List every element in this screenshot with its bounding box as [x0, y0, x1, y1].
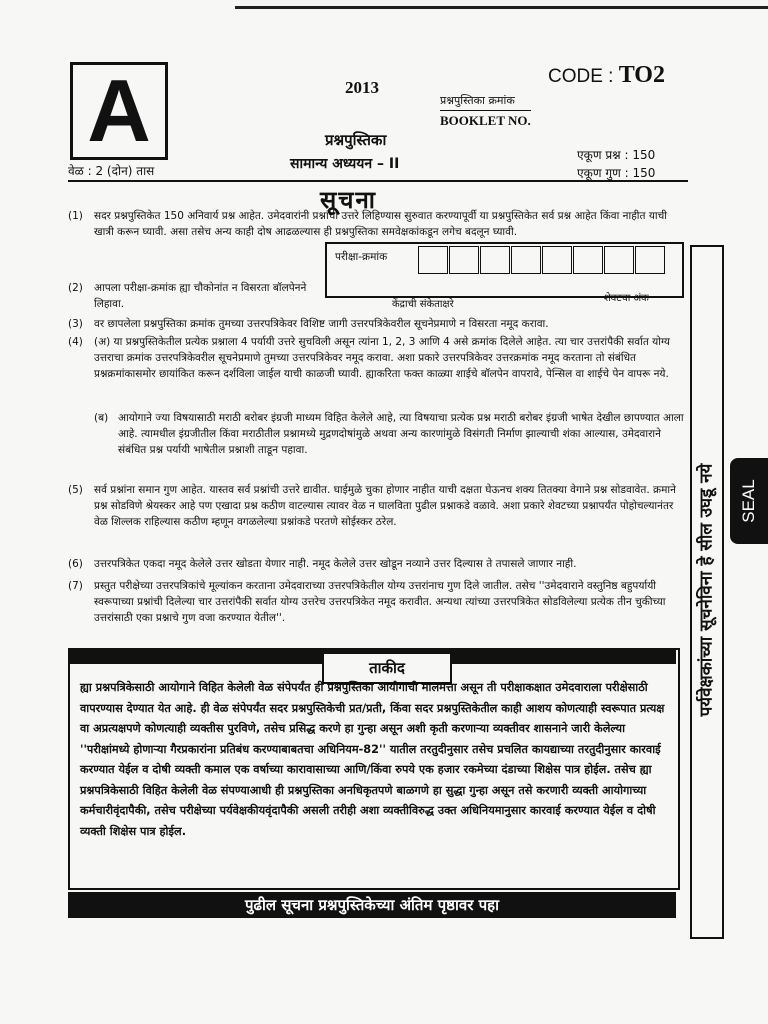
instruction-4b — [94, 410, 684, 458]
warning-title: ताकीद — [322, 652, 452, 684]
instruction-text: उत्तरपत्रिकेत एकदा नमूद केलेले उत्तर खोडता येणार नाही. नमूद केलेले उत्तर खोडून नव्याने उत्तर दिल्यास ते तपासले जाणार नाही. — [94, 558, 577, 570]
exam-year: 2013 — [345, 78, 379, 97]
instruction-number: (4) — [68, 336, 83, 348]
instruction-text: वर छापलेला प्रश्नपुस्तिका क्रमांक तुमच्या उत्तरपत्रिकेवर विशिष्ट जागी उत्तरपत्रिकेवरील सूचनेप्रमाणे न विसरता नमूद करावा. — [94, 318, 549, 330]
booklet-letter: A — [87, 61, 151, 160]
instruction-7 — [68, 578, 684, 626]
duration: वेळ : 2 (दोन) तास — [68, 164, 155, 178]
instruction-4a — [68, 334, 684, 382]
roll-number-label: परीक्षा-क्रमांक — [335, 251, 388, 263]
instruction-text: (अ) या प्रश्नपुस्तिकेतील प्रत्येक प्रश्नाला 4 पर्यायी उत्तरे सुचविली असून त्यांना 1, 2, 3 आणि 4 असे क्रमांक दिलेले आहेत. त्या चार उत्तरांपैकी सर्वात योग्य उत्तराचा क्रमांक उत्तरपत्रिकेवरील सूचनेप्रमाणे तुमच्या उत्तरपत्रिकेवर नमूद करावा. अशा प्रकारे उत्तरपत्रिकेवर उत्तरक्रमांक नमूद करताना तो संबंधित प्रश्नक्रमांकासमोर छायांकित करून दर्शविला जाईल याची काळजी घ्यावी. ह्याकरिता फक्त काळ्या शाईचे बॉलपेन वापरावे, पेन्सिल वा शाईचे पेन वापरू नये. — [94, 336, 671, 380]
header-divider — [68, 180, 688, 182]
instruction-number: (2) — [68, 282, 83, 294]
roll-cell[interactable] — [573, 246, 603, 274]
booklet-code — [548, 62, 665, 89]
subject-title: सामान्य अध्ययन – II — [290, 156, 400, 172]
last-digit-label: शेवटचा अंक — [604, 293, 649, 304]
instruction-1 — [68, 208, 684, 240]
instruction-5 — [68, 482, 684, 530]
seal-label: SEAL — [739, 479, 758, 523]
instruction-text: सदर प्रश्नपुस्तिकेत 150 अनिवार्य प्रश्न आहेत. उमेदवारांनी प्रश्नांची उत्तरे लिहिण्यास सुरुवात करण्यापूर्वी या प्रश्नपुस्तिकेत सर्व प्रश्न आहेत किंवा नाहीत याची खात्री करून घ्यावी. असा तसेच अन्य काही दोष आढळल्यास ही प्रश्नपुस्तिका समवेक्षकांकडून लगेच बदलून घ्यावी. — [94, 210, 668, 238]
center-code-label: केंद्राची संकेताक्षरे — [392, 299, 454, 310]
code-label: CODE : — [548, 66, 614, 87]
booklet-no-english: BOOKLET NO. — [440, 110, 531, 129]
instruction-text: सर्व प्रश्नांना समान गुण आहेत. यास्तव सर्व प्रश्नांची उत्तरे द्यावीत. घाईमुळे चुका होणार नाहीत याची दक्षता घेऊनच शक्य तितक्या वेगाने प्रश्न सोडवावेत. क्रमाने प्रश्न सोडविणे श्रेयस्कर आहे पण एखादा प्रश्न कठीण वाटल्यास त्यावर वेळ न घालविता पुढील प्रश्नाकडे वळावे. अशा प्रकारे शेवटच्या प्रश्नापर्यंत पोहोचल्यानंतर वेळ शिल्लक राहिल्यास कठीण म्हणून वगळलेल्या प्रश्नांकडे परतणे सोईस्कर ठरेल. — [94, 484, 676, 528]
roll-cell[interactable] — [604, 246, 634, 274]
instruction-6 — [68, 556, 684, 572]
instruction-text: आपला परीक्षा-क्रमांक ह्या चौकोनांत न विसरता बॉलपेनने लिहावा. — [94, 282, 307, 310]
instruction-text: आयोगाने ज्या विषयासाठी मराठी बरोबर इंग्रजी माध्यम विहित केलेले आहे, त्या विषयाचा प्रत्येक प्रश्न मराठी बरोबर इंग्रजी भाषेत देखील छापण्यात आला आहे. त्यामधील इंग्रजीतील किंवा मराठीतील प्रश्नामध्ये मुद्रणदोषांमुळे अथवा अन्य कारणांमुळे विसंगती निर्माण झाल्याची शंका आल्यास, उमेदवाराने संबंधित प्रश्न पर्यायी भाषेतील प्रश्नाशी ताडून पहावा. — [118, 412, 684, 456]
instruction-number: (5) — [68, 484, 83, 496]
roll-cell[interactable] — [418, 246, 448, 274]
instruction-number: (3) — [68, 318, 83, 330]
roll-cell[interactable] — [511, 246, 541, 274]
instructions-heading: सूचना — [320, 186, 377, 214]
instruction-number: (1) — [68, 210, 83, 222]
top-rule — [235, 6, 768, 9]
roll-cell[interactable] — [449, 246, 479, 274]
booklet-letter-box — [70, 62, 168, 160]
roll-cell[interactable] — [480, 246, 510, 274]
instruction-text: प्रस्तुत परीक्षेच्या उत्तरपत्रिकांचे मूल्यांकन करताना उमेदवाराच्या उत्तरपत्रिकेतील योग्य उत्तरांनाच गुण दिले जातील. तसेच ''उमेदवाराने वस्तुनिष्ठ बहुपर्यायी स्वरूपाच्या प्रश्नांची दिलेल्या चार उत्तरांपैकी सर्वात योग्य उत्तरेच उत्तरपत्रिकेत नमूद करावीत. अन्यथा त्यांच्या उत्तरपत्रिकेत सोडविलेल्या प्रत्येक तीन चुकीच्या उत्तरांसाठी एका प्रश्नाचे गुण वजा करण्यात येतील''. — [94, 580, 666, 624]
total-marks: एकूण गुण : 150 — [577, 166, 656, 180]
seal-instruction: पर्यवेक्षकांच्या सूचनेविना हे सील उघडू नये — [696, 463, 717, 717]
roll-number-cells[interactable] — [418, 246, 666, 274]
roll-cell[interactable] — [635, 246, 665, 274]
instruction-number: (ब) — [94, 412, 109, 424]
total-questions: एकूण प्रश्न : 150 — [577, 148, 656, 162]
code-value: TO2 — [618, 62, 665, 88]
footer-banner: पुढील सूचना प्रश्नपुस्तिकेच्या अंतिम पृष्ठावर पहा — [68, 892, 676, 918]
instruction-number: (7) — [68, 580, 83, 592]
instruction-3 — [68, 316, 684, 332]
roll-cell[interactable] — [542, 246, 572, 274]
instruction-number: (6) — [68, 558, 83, 570]
booklet-title: प्रश्नपुस्तिका — [325, 131, 387, 149]
instruction-2 — [68, 280, 318, 312]
warning-text: ह्या प्रश्नपत्रिकेसाठी आयोगाने विहित केलेली वेळ संपेपर्यंत ही प्रश्नपुस्तिका आयोगाची मालमत्ता असून ती परीक्षाकक्षात उमेदवाराला परीक्षेसाठी वापरण्यास देण्यात येत आहे. ही वेळ संपेपर्यंत सदर प्रश्नपुस्तिकेची प्रत/प्रती, किंवा सदर प्रश्नपुस्तिकेतील काही आशय कोणत्याही स्वरूपात प्रत्यक्ष वा अप्रत्यक्षपणे कोणत्याही व्यक्तीस पुरविणे, तसेच प्रसिद्ध करणे हा गुन्हा असून अशी कृती करणाऱ्या व्यक्तीवर शासनाने जारी केलेल्या ''परीक्षांमध्ये होणाऱ्या गैरप्रकारांना प्रतिबंध करण्याबाबतचा अधिनियम-82'' यातील तरतुदीनुसार तसेच प्रचलित कायद्याच्या तरतुदीनुसार कारवाई करण्यात येईल व दोषी व्यक्ती कमाल एक वर्षाच्या कारावासाच्या आणि/किंवा रुपये एक हजार रकमेच्या दंडाच्या शिक्षेस पात्र होईल. तसेच ह्या प्रश्नपत्रिकेसाठी विहित केलेली वेळ संपण्याआधी ही प्रश्नपुस्तिका अनधिकृतपणे बाळगणे हा सुद्धा गुन्हा असून तसे करणारी व्यक्ती आयोगाच्या कर्मचारीवृंदापैकी, तसेच परीक्षेच्या पर्यवेक्षकीयवृंदापैकी असली तरीही अशा व्यक्तीविरुद्ध उक्त अधिनियमानुसार कारवाई करण्यात येईल व दोषी व्यक्ती शिक्षेस पात्र होईल. — [80, 681, 665, 838]
booklet-no-marathi: प्रश्नपुस्तिका क्रमांक — [440, 94, 515, 107]
